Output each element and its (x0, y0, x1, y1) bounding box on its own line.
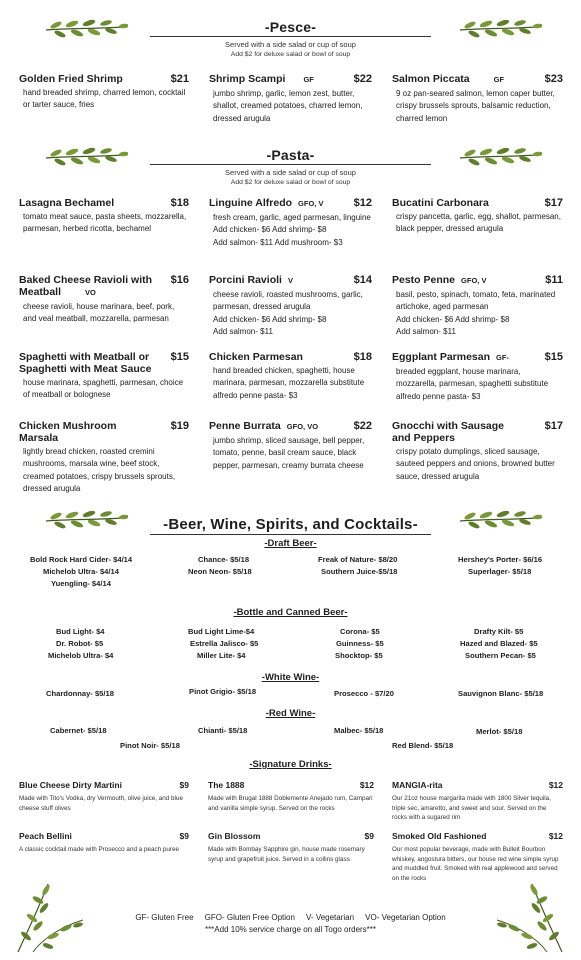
drink-price: Chianti- $5/18 (198, 726, 248, 735)
bottle-beer-heading: -Bottle and Canned Beer- (233, 607, 348, 618)
drink-price: Malbec- $5/18 (334, 726, 384, 735)
signature-drink: The 1888 $12 Made with Brugal 1888 Doblemente Anejado rum, Campari and vanilla simple syrup. Served on the rocks (208, 780, 374, 812)
menu-item: Shrimp Scampi GF $22 jumbo shrimp, garlic, lemon zest, butter, shallot, creamed potatoes, charred lemon, dressed arugula (209, 73, 372, 125)
draft-beer-heading: -Draft Beer- (264, 538, 317, 549)
menu-item: Penne Burrata GFO, VO $22 jumbo shrimp, sliced sausage, bell pepper, tomato, penne, basil cream sauce, black pepper, parmesan, creamy burrata cheese (209, 420, 372, 472)
divider (150, 534, 431, 535)
signature-heading: -Signature Drinks- (249, 759, 332, 770)
price: $17 (544, 420, 563, 432)
signature-drink: MANGIA-rita $12 Our 21oz house margarita made with 1800 Silver tequila, triple sec, amaretto, and sweet and sour. Served on the rocks with a sugared rim (392, 780, 563, 822)
menu-item: Spaghetti with Meatball or Spaghetti with Meat Sauce $15 house marinara, spaghetti, parmesan, choice of meatball or bolognese (19, 351, 189, 402)
price: $11 (545, 274, 563, 286)
drink-price: Southern Pecan- $5 (465, 651, 536, 660)
item-description: hand breaded chicken, spaghetti, house marinara, parmesan, mozzarella substitute alfredo penne pasta- $3 (213, 366, 365, 400)
drink-description: Made with Tito's Vodka, dry Vermouth, olive juice, and blue cheese stuff olives (19, 795, 183, 812)
drink-price: Michelob Ultra- $4 (48, 651, 114, 660)
drink-price: Southern Juice-$5/18 (321, 567, 398, 576)
price: $23 (544, 73, 563, 85)
item-description: cheese ravioli, roasted mushrooms, garlic, parmesan, dressed arugula (213, 290, 363, 312)
price: $15 (544, 351, 563, 363)
divider (150, 164, 431, 165)
drink-description: Made with Bombay Sapphire gin, house made rosemary syrup and grapefruit juice. Served in a collins glass (208, 846, 365, 863)
price: $21 (170, 73, 189, 85)
drink-price: Red Blend- $5/18 (392, 741, 454, 750)
pasta-title: -Pasta- (266, 147, 315, 163)
price: $12 (548, 780, 563, 790)
pasta-note: Served with a side salad or cup of soup (225, 168, 356, 177)
drink-price: Sauvignon Blanc- $5/18 (458, 689, 544, 698)
diet-tag: VO (85, 288, 96, 297)
item-description: basil, pesto, spinach, tomato, feta, marinated artichoke, aged parmesan (396, 290, 556, 312)
menu-item: Bucatini Carbonara $17 crispy pancetta, garlic, egg, shallot, parmesan, black pepper, dressed arugula (392, 197, 563, 236)
drink-price: Prosecco - $7/20 (334, 689, 394, 698)
price: $15 (170, 351, 189, 363)
price: $19 (170, 420, 189, 432)
menu-item: Chicken Mushroom Marsala $19 lightly bread chicken, roasted cremini mushrooms, marsala wine, beef stock, creamed potatoes, crispy brussels sprouts, dressed arugula (19, 420, 189, 496)
item-description: lightly bread chicken, roasted cremini mushrooms, marsala wine, beef stock, creamed potatoes, crispy brussels sprouts, dressed arugula (23, 447, 176, 494)
signature-drink: Blue Cheese Dirty Martini $9 Made with Tito's Vodka, dry Vermouth, olive juice, and blue cheese stuff olives (19, 780, 189, 812)
price: $18 (353, 351, 372, 363)
drink-price: Michelob Ultra- $4/14 (43, 567, 119, 576)
pesce-title: -Pesce- (264, 19, 317, 35)
menu-item: Porcini Ravioli V $14 cheese ravioli, roasted mushrooms, garlic, parmesan, dressed arugula Add chicken- $6 Add shrimp- $8 Add salmon- $11 (209, 274, 372, 339)
item-description: cheese ravioli, house marinara, beef, pork, and veal meatball, mozzarella, parmesan (23, 302, 175, 324)
drink-price: Bud Light- $4 (56, 627, 105, 636)
menu-item: Chicken Parmesan $18 hand breaded chicken, spaghetti, house marinara, parmesan, mozzarella substitute alfredo penne pasta- $3 (209, 351, 372, 402)
divider (150, 36, 431, 37)
item-description: jumbo shrimp, garlic, lemon zest, butter, shallot, creamed potatoes, charred lemon, dressed arugula (213, 89, 363, 123)
drink-price: Corona- $5 (340, 627, 380, 636)
drink-price: Neon Neon- $5/18 (188, 567, 252, 576)
item-addons: Add salmon- $11 (213, 327, 273, 337)
drink-price: Hershey's Porter- $6/16 (458, 555, 543, 564)
diet-tag: GF (493, 75, 505, 84)
menu-item: Salmon Piccata GF $23 9 oz pan-seared salmon, lemon caper butter, crispy brussels sprouts, balsamic reduction, charred lemon (392, 73, 563, 125)
diet-legend: GF- Gluten Free GFO- Gluten Free Option V- Vegetarian VO- Vegetarian Option (135, 913, 446, 922)
drink-price: Hazed and Blazed- $5 (460, 639, 538, 648)
item-addons: Add salmon- $11 Add mushroom- $3 (213, 237, 343, 247)
menu-item: Eggplant Parmesan GF- $15 breaded eggplant, house marinara, mozzarella, parmesan, spaghetti substitute alfredo penne pasta- $3 (392, 351, 563, 403)
price: $9 (179, 780, 189, 790)
togo-note: ***Add 10% service charge on all Togo orders*** (204, 925, 377, 934)
drink-description: Made with Brugal 1888 Doblemente Anejado rum, Campari and vanilla simple syrup. Served on the rocks (208, 795, 373, 812)
item-description: tomato meat sauce, pasta sheets, mozzarella, parmesan, herbed ricotta, bechamel (23, 212, 187, 234)
signature-drink: Smoked Old Fashioned $12 Our most popular beverage, made with Bulleit Bourbon whiskey, angostura bitters, our house red wine simple syrup and muddled fruit. Smoked with real applewood and served on the rocks (392, 831, 563, 882)
price: $12 (353, 197, 372, 209)
item-description: hand breaded shrimp, charred lemon, cocktail or tarter sauce, fries (23, 88, 186, 110)
white-wine-heading: -White Wine- (261, 672, 320, 683)
diet-tag: GFO, V (298, 199, 324, 208)
drink-price: Freak of Nature- $8/20 (318, 555, 398, 564)
price: $9 (364, 831, 374, 841)
menu-item: Gnocchi with Sausage and Peppers $17 crispy potato dumplings, sliced sausage, sauteed peppers and onions, browned butter sauce, dressed arugula (392, 420, 563, 483)
drink-price: Shocktop- $5 (335, 651, 383, 660)
drink-price: Superlager- $5/18 (468, 567, 532, 576)
drink-price: Estrella Jalisco- $5 (190, 639, 259, 648)
diet-tag: GF (303, 75, 314, 84)
drink-description: Our most popular beverage, made with Bulleit Bourbon whiskey, angostura bitters, our house red wine simple syrup and muddled fruit. Smoked with real applewood and served on the rocks (392, 846, 559, 882)
menu-item: Linguine Alfredo GFO, V $12 fresh cream, garlic, aged parmesan, linguine Add chicken- $6 Add shrimp- $8 Add salmon- $11 Add mushroom- $3 (209, 197, 372, 249)
drink-price: Merlot- $5/18 (476, 727, 523, 736)
menu-item: Lasagna Bechamel $18 tomato meat sauce, pasta sheets, mozzarella, parmesan, herbed ricotta, bechamel (19, 197, 189, 236)
drink-price: Guinness- $5 (336, 639, 384, 648)
drink-price: Pinot Grigio- $5/18 (189, 687, 257, 696)
price: $12 (359, 780, 374, 790)
menu-item: Golden Fried Shrimp $21 hand breaded shrimp, charred lemon, cocktail or tarter sauce, fries (19, 73, 189, 112)
price: $22 (353, 73, 372, 85)
pesce-note: Served with a side salad or cup of soup (225, 40, 356, 49)
drink-price: Miller Lite- $4 (197, 651, 246, 660)
signature-drink: Peach Bellini $9 A classic cocktail made with Prosecco and a peach puree (19, 831, 189, 853)
menu-item: Baked Cheese Ravioli with Meatball VO $16 cheese ravioli, house marinara, beef, pork, and veal meatball, mozzarella, parmesan (19, 274, 189, 326)
drink-price: Bold Rock Hard Cider- $4/14 (30, 555, 133, 564)
item-description: crispy pancetta, garlic, egg, shallot, parmesan, black pepper, dressed arugula (396, 212, 561, 234)
drink-description: Our 21oz house margarita made with 1800 Silver tequila, triple sec, amaretto, and sweet and sour. Served on the rocks with a sugared rim (392, 795, 551, 822)
price: $12 (548, 831, 563, 841)
item-description: house marinara, spaghetti, parmesan, choice of meatball or bolognese (23, 378, 184, 400)
price: $17 (544, 197, 563, 209)
drink-price: Chance- $5/18 (198, 555, 250, 564)
diet-tag: V (287, 276, 293, 285)
diet-tag: GFO, VO (286, 422, 319, 431)
drink-price: Drafty Kilt- $5 (474, 627, 524, 636)
item-description: crispy potato dumplings, sliced sausage, sauteed peppers and onions, browned butter sauce, dressed arugula (396, 447, 555, 481)
item-description: jumbo shrimp, sliced sausage, bell pepper, tomato, penne, basil cream sauce, black pepper, parmesan, creamy burrata cheese (213, 436, 365, 470)
price: $14 (353, 274, 372, 286)
red-wine-heading: -Red Wine- (265, 708, 316, 719)
drink-price: Dr. Robot- $5 (56, 639, 104, 648)
item-description: fresh cream, garlic, aged parmesan, linguine (213, 213, 371, 222)
drink-price: Chardonnay- $5/18 (46, 689, 114, 698)
item-addons: Add salmon- $11 (396, 327, 456, 337)
item-description: breaded eggplant, house marinara, mozzarella, parmesan, spaghetti substitute alfredo penne pasta- $3 (396, 367, 549, 401)
diet-tag: GF- (496, 353, 509, 362)
item-addons: Add chicken- $6 Add shrimp- $8 (396, 314, 510, 324)
price: $18 (170, 197, 189, 209)
drink-price: Pinot Noir- $5/18 (120, 741, 180, 750)
price: $16 (170, 274, 189, 286)
price: $9 (179, 831, 189, 841)
menu-item: Pesto Penne GFO, V $11 basil, pesto, spinach, tomato, feta, marinated artichoke, aged parmesan Add chicken- $6 Add shrimp- $8 Add salmon- $11 (392, 274, 563, 339)
signature-drink: Gin Blossom $9 Made with Bombay Sapphire gin, house made rosemary syrup and grapefruit juice. Served in a collins glass (208, 831, 374, 863)
item-addons: Add chicken- $6 Add shrimp- $8 (213, 314, 327, 324)
drink-description: A classic cocktail made with Prosecco and a peach puree (19, 846, 179, 853)
bar-title: -Beer, Wine, Spirits, and Cocktails- (163, 516, 418, 533)
item-description: 9 oz pan-seared salmon, lemon caper butter, crispy brussels sprouts, balsamic reduction, charred lemon (396, 89, 555, 123)
drink-price: Bud Light Lime-$4 (188, 627, 255, 636)
pesce-note: Add $2 for deluxe salad or bowl of soup (230, 51, 351, 58)
drink-price: Cabernet- $5/18 (50, 726, 107, 735)
diet-tag: GFO, V (461, 276, 487, 285)
pasta-note: Add $2 for deluxe salad or bowl of soup (230, 179, 351, 186)
item-addons: Add chicken- $6 Add shrimp- $8 (213, 225, 327, 235)
price: $22 (353, 420, 372, 432)
drink-price: Yuengling- $4/14 (51, 579, 111, 588)
